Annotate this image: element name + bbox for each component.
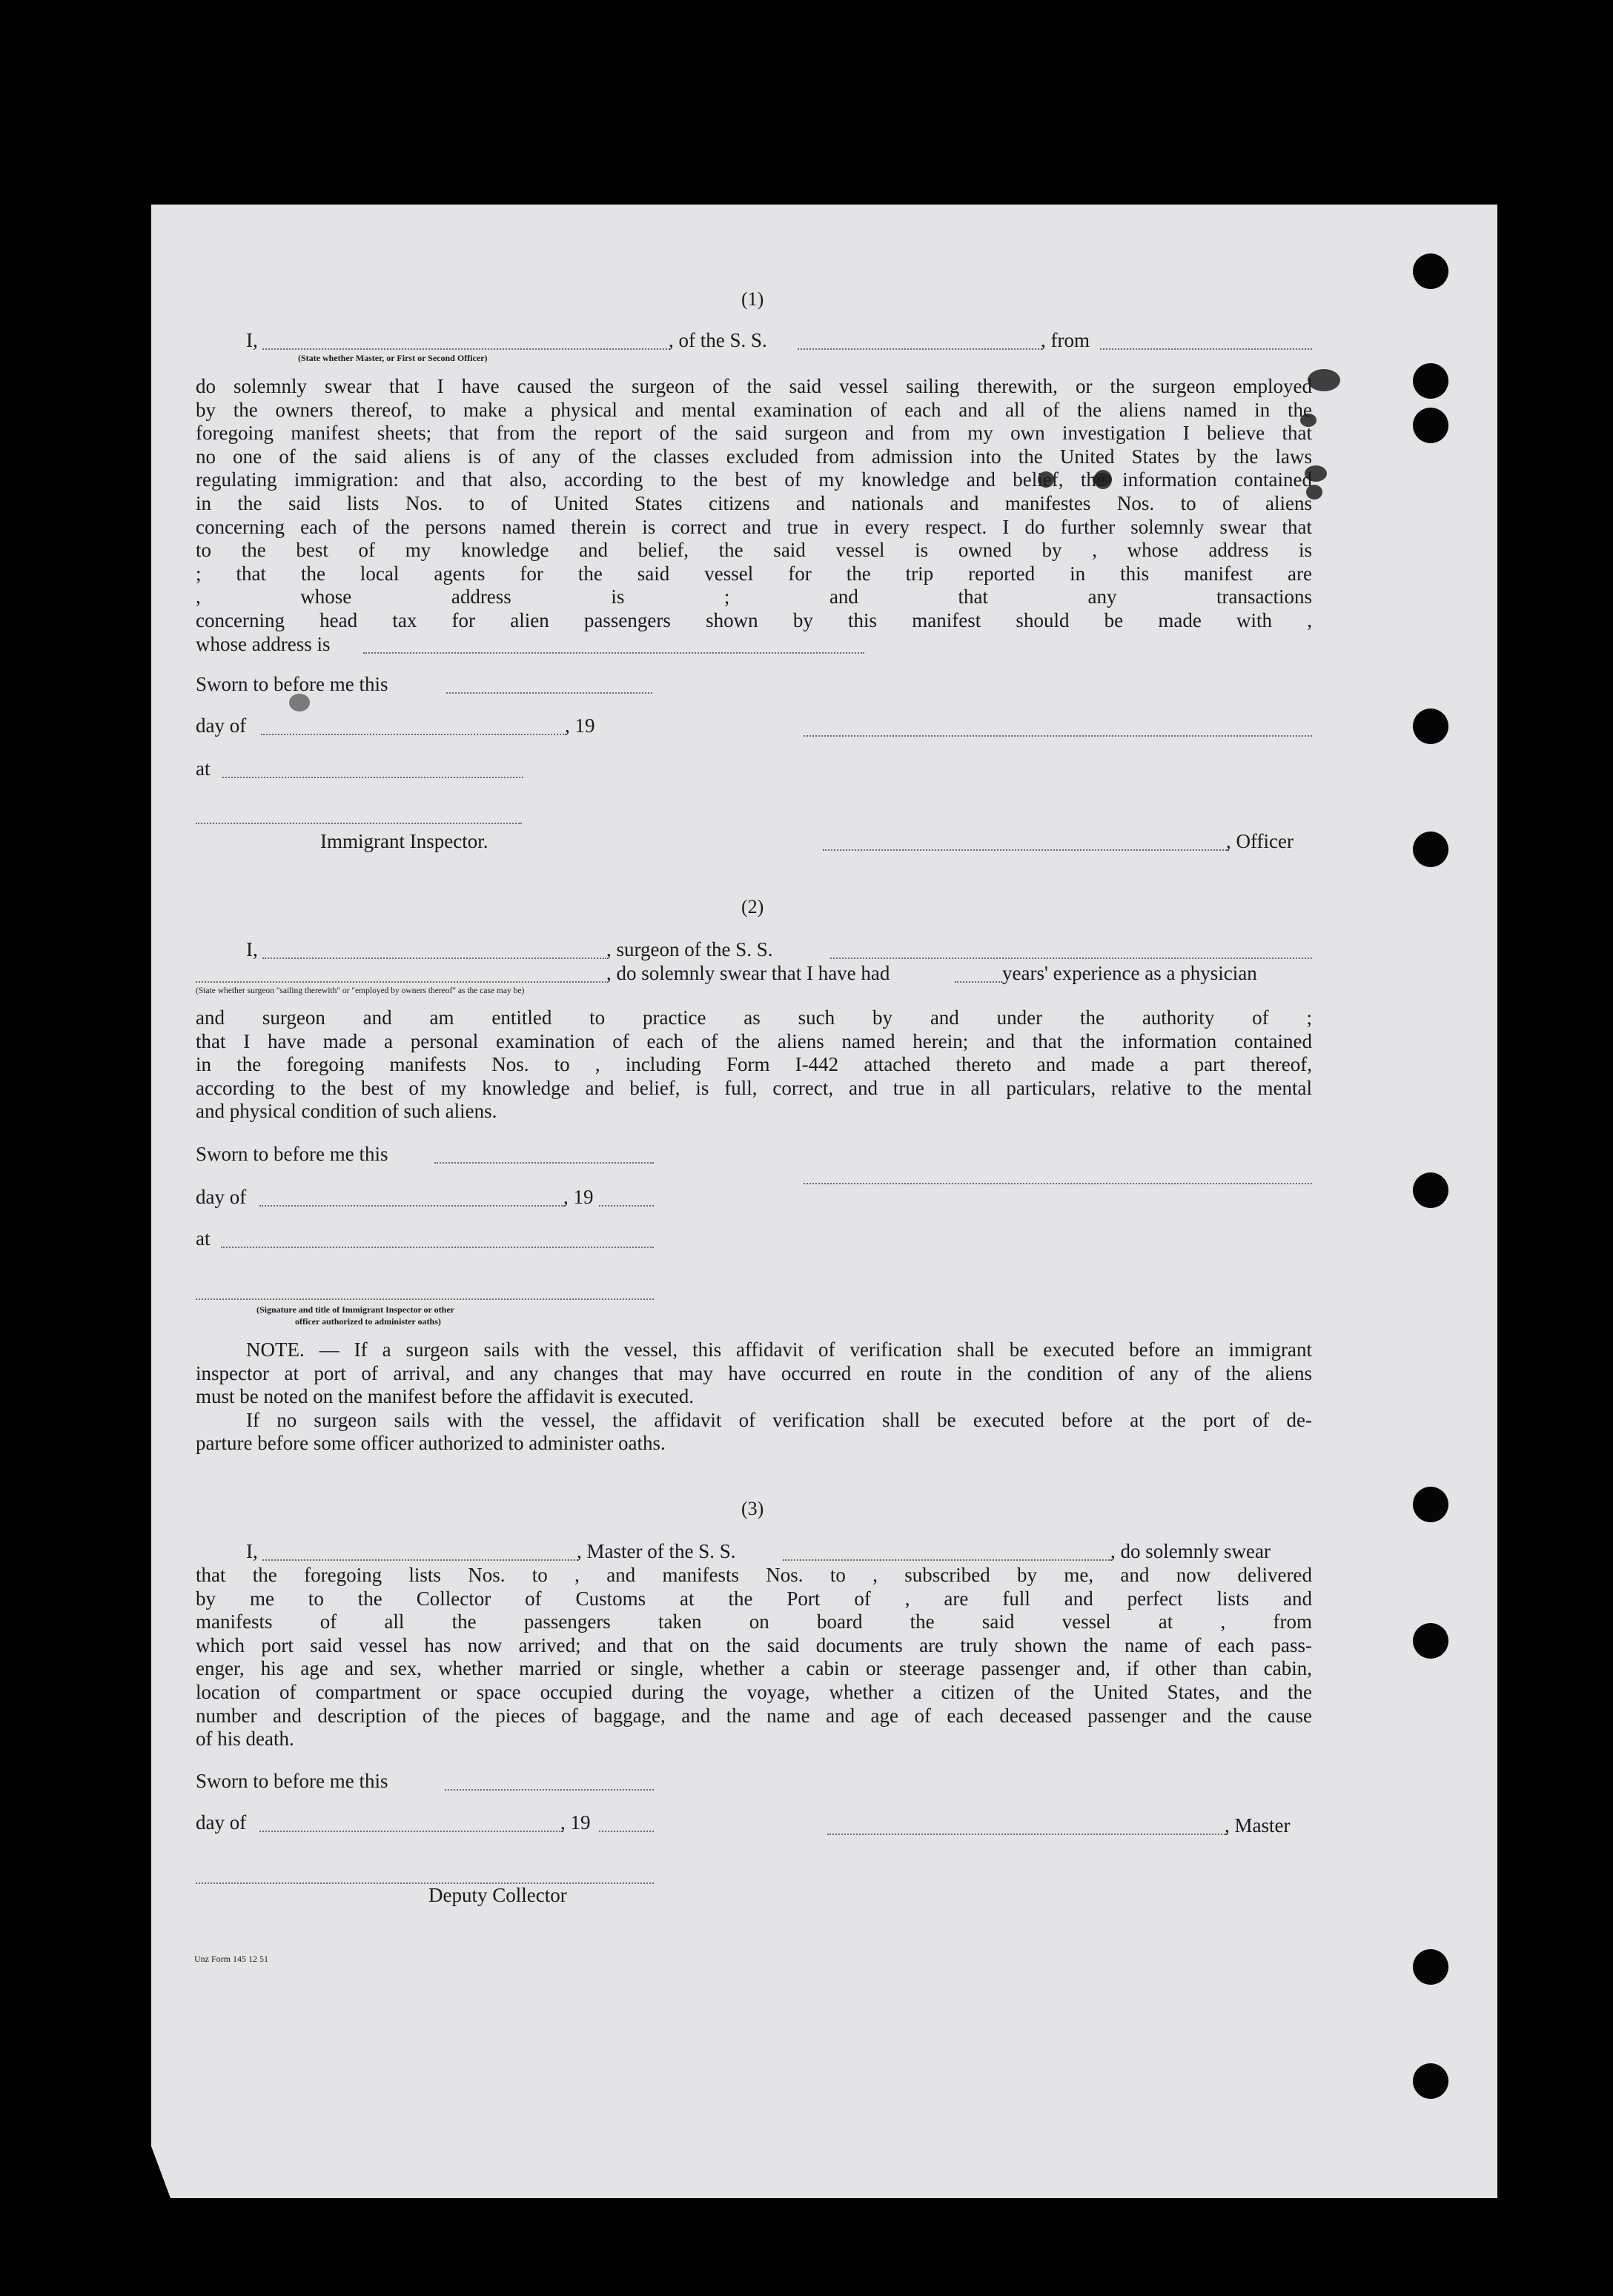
surgeon-vessel-field[interactable] xyxy=(830,958,1312,959)
deputy-collector-label: Deputy Collector xyxy=(428,1884,567,1906)
section-1-signature-line[interactable] xyxy=(804,735,1312,737)
signature-note-2: officer authorized to administer oaths) xyxy=(295,1316,441,1327)
section-1-sworn: Sworn to before me this xyxy=(196,673,388,695)
section-1-paragraph: do solemnly swear that I have caused the surgeon of the said vessel sailing therewith, or the surgeon employed by the owners thereof, to make a physical and mental examination of each and all of the aliens named in the foregoing manifest sheets; that from the report of the said surgeon and from my own investigation I believe that no one of the said aliens is of any of the classes excluded from admission into the United States by the laws regulating immigration: and that also, according to the best of my knowledge and belief, the information contained in the said lists Nos. to of United States citizens and nationals and manifestes Nos. to of aliens concerning each of the persons named therein is correct and true in every respect. I do further solemnly swear that to the best of my knowledge and belief, the said vessel is owned by , whose address is ; that the local agents for the said vessel for the trip reported in this manifest are , whose address is ; and that any transactions concerning head tax for alien passengers shown by this manifest should be made with , xyxy=(196,375,1312,631)
binder-hole xyxy=(1413,1623,1448,1659)
officer-signature-line[interactable] xyxy=(823,849,1229,851)
years-field[interactable] xyxy=(955,981,1002,983)
signature-note-1: (Signature and title of Immigrant Inspector or other xyxy=(256,1304,454,1315)
officer-name-field[interactable] xyxy=(262,348,670,350)
binder-hole xyxy=(1413,832,1448,867)
section-2-signature-line[interactable] xyxy=(804,1183,1312,1184)
swear-years-label: , do solemnly swear that I have had xyxy=(606,962,890,984)
section-2-i: I, xyxy=(246,938,258,960)
section-1-day-field[interactable] xyxy=(261,734,566,735)
manifest-affidavit-sheet xyxy=(151,205,1497,2198)
section-3-number: (3) xyxy=(741,1498,764,1519)
inspector-signature-line[interactable] xyxy=(196,823,522,824)
section-3-sworn-field[interactable] xyxy=(445,1789,654,1791)
section-1-day-of: day of xyxy=(196,714,247,737)
section-3-sworn: Sworn to before me this xyxy=(196,1770,388,1792)
section-1-sworn-field[interactable] xyxy=(446,692,652,694)
do-swear-label: , do solemnly swear xyxy=(1110,1540,1271,1562)
master-name-field[interactable] xyxy=(262,1559,578,1561)
from-port-field[interactable] xyxy=(1100,348,1312,350)
binder-hole xyxy=(1413,253,1448,289)
binder-hole xyxy=(1413,1949,1448,1985)
section-2-day-of: day of xyxy=(196,1186,247,1208)
section-3-year: , 19 xyxy=(560,1811,591,1834)
vessel-name-field[interactable] xyxy=(798,348,1042,350)
section-2-inspector-signature-line[interactable] xyxy=(196,1298,654,1300)
years-experience-label: years' experience as a physician xyxy=(1002,962,1257,984)
ink-smudge xyxy=(1308,369,1340,391)
binder-hole xyxy=(1413,1172,1448,1208)
master-vessel-field[interactable] xyxy=(783,1559,1112,1561)
section-2-at: at xyxy=(196,1227,211,1250)
binder-hole xyxy=(1413,1487,1448,1522)
section-3-day-of: day of xyxy=(196,1811,247,1834)
surgeon-note: (State whether surgeon "sailing therewith" or "employed by owners thereof" as the case may be) xyxy=(196,986,525,995)
form-id: Unz Form 145 12 51 xyxy=(194,1954,268,1964)
officer-label: , Officer xyxy=(1226,830,1294,852)
section-1-i: I, xyxy=(246,329,258,351)
surgeon-type-field[interactable] xyxy=(196,981,606,983)
binder-hole xyxy=(1413,2063,1448,2099)
deputy-signature-line[interactable] xyxy=(196,1882,654,1884)
master-label: , Master xyxy=(1225,1814,1291,1837)
surgeon-name-field[interactable] xyxy=(262,958,606,959)
note-paragraph: NOTE. — If a surgeon sails with the vessel, this affidavit of verification shall be executed before an immigrant inspector at port of arrival, and any changes that may have occurred en route in the condition of any of the aliens must be noted on the manifest before the affidavit is executed. If no surgeon sails with the vessel, the affidavit of verification shall be executed before at the port of de- parture before some officer authorized to administer oaths. xyxy=(196,1338,1312,1455)
section-3-i: I, xyxy=(246,1540,258,1562)
section-1-number: (1) xyxy=(741,288,764,310)
section-2-paragraph: and surgeon and am entitled to practice as such by and under the authority of ; that I have made a personal examination of each of the aliens named herein; and that the information contained in the foregoing manifests Nos. to , including Form I-442 attached thereto and made a part thereof, according to the best of my knowledge and belief, is full, correct, and true in all particulars, relative to the mental and physical condition of such aliens. xyxy=(196,1006,1312,1123)
section-2-sworn-field[interactable] xyxy=(434,1162,654,1164)
section-3-day-field[interactable] xyxy=(259,1831,563,1832)
surgeon-of-label: , surgeon of the S. S. xyxy=(606,938,773,960)
master-signature-line[interactable] xyxy=(827,1834,1228,1835)
section-1-at: at xyxy=(196,757,211,780)
section-2-year: , 19 xyxy=(563,1186,594,1208)
section-2-at-field[interactable] xyxy=(221,1247,654,1248)
section-2-number: (2) xyxy=(741,896,764,918)
whose-address-field[interactable] xyxy=(363,652,864,654)
section-1-year: , 19 xyxy=(565,714,595,737)
binder-hole xyxy=(1413,408,1448,443)
from-label: , from xyxy=(1041,329,1090,351)
of-ss-label: , of the S. S. xyxy=(669,329,767,351)
section-2-sworn: Sworn to before me this xyxy=(196,1143,388,1165)
binder-hole xyxy=(1413,709,1448,744)
section-2-day-field[interactable] xyxy=(259,1205,565,1207)
section-2-year-field[interactable] xyxy=(599,1205,654,1207)
master-of-label: , Master of the S. S. xyxy=(577,1540,736,1562)
section-1-at-field[interactable] xyxy=(222,777,523,778)
ink-smudge xyxy=(289,694,310,711)
officer-note: (State whether Master, or First or Second Officer) xyxy=(298,353,488,363)
section-3-paragraph: that the foregoing lists Nos. to , and manifests Nos. to , subscribed by me, and now delivered by me to the Collector of Customs at the Port of , are full and perfect lists and manifests of all the passengers taken on board the said vessel at , from which port said vessel has now arrived; and that on the said documents are truly shown the name of each pass- enger, his age and sex, whether married or single, whether a cabin or steerage passenger and, if other than cabin, location of compartment or space occupied during the voyage, whether a citizen of the United States, and the number and description of the pieces of baggage, and the name and age of each deceased passenger and the cause of his death. xyxy=(196,1564,1312,1751)
binder-hole xyxy=(1413,363,1448,399)
section-3-year-field[interactable] xyxy=(599,1831,654,1832)
immigrant-inspector-label: Immigrant Inspector. xyxy=(320,830,488,852)
whose-address-label: whose address is xyxy=(196,633,331,655)
